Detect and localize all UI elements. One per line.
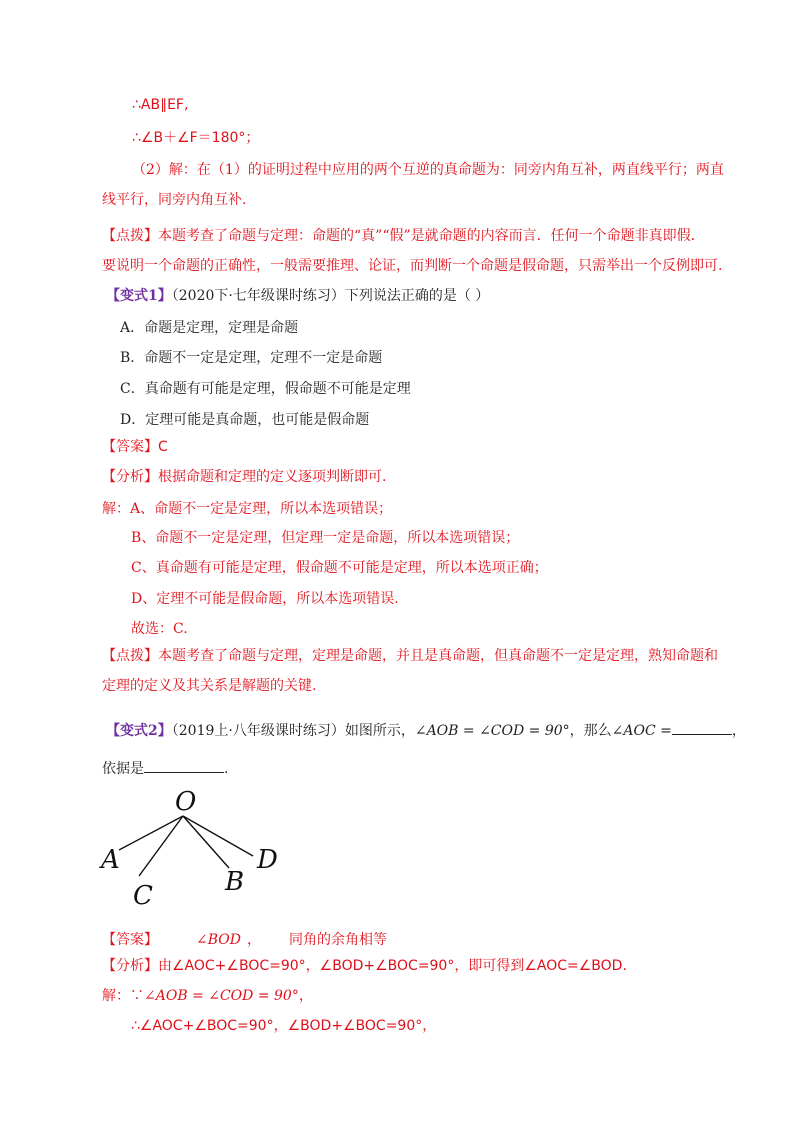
tip1-line1 — [102, 226, 705, 246]
label-o: O — [175, 787, 197, 817]
variant2-stem-mid: ，那么 — [569, 723, 612, 739]
variant1-answer — [102, 437, 168, 457]
variant1-analysis-text: 根据命题和定理的定义逐项判断即可. — [158, 469, 387, 485]
variant1-option-b: B．命题不一定是定理，定理不一定是命题 — [120, 350, 383, 366]
part2-prefix: （2） — [132, 162, 169, 178]
variant1-tip-line2: 定理的定义及其关系是解题的关键. — [102, 678, 317, 694]
variant1-tip-line1 — [102, 646, 718, 666]
ray-ob — [183, 816, 229, 868]
part2-text: 解：在（1）的证明过程中应用的两个互逆的真命题为：同旁内角互补，两直线平行；两直 — [168, 162, 724, 178]
variant1-tag: 【变式1】 — [106, 288, 172, 304]
variant2-reason-blank[interactable] — [144, 758, 224, 773]
tip1-line2: 要说明一个命题的正确性，一般需要推理、论证，而判断一个命题是假命题，只需举出一个反例即可. — [102, 258, 723, 274]
variant2-solution-prefix: 解：∵ — [102, 988, 144, 1004]
variant2-answer — [102, 930, 387, 950]
variant2-solution-end: ， — [298, 988, 313, 1004]
tip1-tag: 【点拨】 — [102, 228, 158, 244]
variant2-answer-math: ∠BOD — [196, 932, 241, 948]
variant2-solution-line1 — [102, 986, 313, 1006]
variant2-stem-prefix: （2019上·八年级课时练习）如图所示， — [171, 723, 415, 739]
variant2-line2 — [102, 758, 228, 779]
ray-od — [183, 816, 253, 856]
proof-line-angle-sum: ∴∠B＋∠F＝180°； — [132, 130, 260, 146]
variant2-analysis-tag: 【分析】 — [102, 958, 158, 974]
variant2-tag: 【变式2】 — [106, 723, 172, 739]
proof-line-parallel: ∴AB∥EF, — [132, 97, 189, 113]
variant2-solution-line2: ∴∠AOC+∠BOC=90°，∠BOD+∠BOC=90°， — [131, 1018, 437, 1034]
part2-line2: 线平行，同旁内角互补. — [102, 192, 247, 208]
angle-figure — [95, 786, 305, 916]
variant2-answer-reason: 同角的余角相等 — [288, 932, 387, 948]
variant1-answer-tag: 【答案】 — [102, 439, 158, 455]
variant1-option-a: A．命题是定理，定理是命题 — [120, 320, 299, 336]
variant1-option-c: C．真命题有可能是定理，假命题不可能是定理 — [120, 381, 411, 397]
variant2-line2-prefix: 依据是 — [102, 761, 144, 777]
variant1-tip-text1: 本题考查了命题与定理，定理是命题，并且是真命题，但真命题不一定是定理，熟知命题和 — [158, 648, 718, 664]
variant2-analysis-text: 由∠AOC+∠BOC=90°，∠BOD+∠BOC=90°，即可得到∠AOC=∠BOD. — [158, 958, 627, 974]
variant1-analysis-tag: 【分析】 — [102, 469, 158, 485]
part2-line1 — [132, 160, 724, 180]
variant2-stem-end: ， — [731, 723, 746, 739]
variant1-solution-b: B、命题不一定是定理，但定理一定是命题，所以本选项错误； — [131, 530, 520, 546]
label-b: B — [225, 867, 245, 897]
variant2-analysis — [102, 956, 627, 976]
ray-oa — [119, 816, 183, 850]
variant1-analysis — [102, 467, 386, 487]
label-a: A — [101, 845, 120, 875]
variant1-stem — [106, 286, 489, 306]
variant2-answer-blank[interactable] — [672, 720, 732, 735]
variant1-tip-tag: 【点拨】 — [102, 648, 158, 664]
variant1-solution-choice: 故选：C. — [131, 621, 188, 637]
variant2-answer-tag: 【答案】 — [102, 932, 158, 948]
variant2-stem-math2: ∠AOC = — [611, 723, 672, 739]
variant2-solution-math: ∠AOB = ∠COD = 90° — [144, 988, 299, 1004]
ray-oc — [139, 816, 183, 876]
tip1-text1: 本题考查了命题与定理：命题的“真”“假”是就命题的内容而言．任何一个命题非真即假． — [158, 228, 705, 244]
variant2-stem — [106, 720, 746, 741]
variant2-answer-sep: ， — [246, 932, 261, 948]
variant1-answer-value: C — [158, 439, 168, 455]
label-c: C — [133, 881, 153, 911]
label-d: D — [257, 845, 278, 875]
variant2-line2-end: . — [224, 761, 229, 777]
variant1-option-d: D．定理可能是真命题，也可能是假命题 — [120, 412, 370, 428]
variant1-solution-a: 解：A、命题不一定是定理，所以本选项错误； — [102, 501, 393, 517]
variant1-stem-text: （2020下·七年级课时练习）下列说法正确的是（ ） — [171, 288, 490, 304]
variant2-stem-math: ∠AOB = ∠COD = 90° — [414, 723, 570, 739]
variant1-solution-c: C、真命题有可能是定理，假命题不可能是定理，所以本选项正确； — [131, 560, 548, 576]
variant1-solution-d: D、定理不可能是假命题，所以本选项错误. — [131, 591, 399, 607]
